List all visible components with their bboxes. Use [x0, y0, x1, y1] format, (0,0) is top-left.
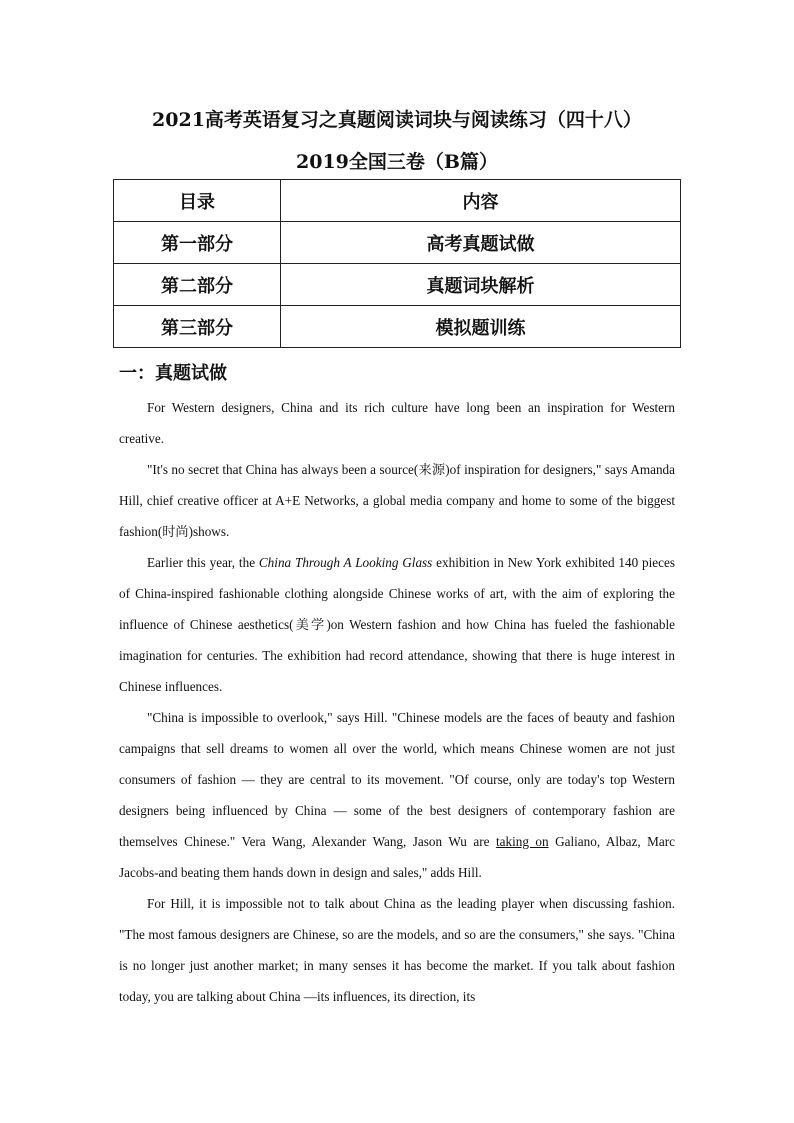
paragraph: For Hill, it is impossible not to talk about China as the leading player when discussing fashion. "The most famous designers are Chinese, so are the models, and so are the consumers," she says. "China is no longer just another market; in many senses it has become the market. If you talk about fashion today, you are talking about China —its influences, its direction, its — [119, 896, 675, 1004]
contents-table — [113, 179, 681, 348]
paragraph — [119, 547, 675, 702]
table-row — [114, 222, 681, 264]
document-subtitle: 2019全国三卷（B篇） — [296, 151, 498, 173]
table-cell: 高考真题试做 — [281, 222, 681, 264]
table-row — [114, 264, 681, 306]
table-header-cell: 目录 — [114, 180, 281, 222]
table-cell: 第二部分 — [114, 264, 281, 306]
paragraph-text: exhibition in New York exhibited 140 pieces of China-inspired fashionable clothing alongside Chinese works of art, with the aim of exploring the influence of Chinese aesthetics(美学)on Western fashion and how China has fueled the fashionable imagination for centuries. The exhibition had record attendance, showing that there is huge interest in Chinese influences. — [119, 555, 675, 694]
table-cell: 第一部分 — [114, 222, 281, 264]
underlined-phrase: taking on — [495, 834, 549, 849]
table-row — [114, 306, 681, 348]
table-header-row — [114, 180, 681, 222]
paragraph: For Western designers, China and its rich culture have long been an inspiration for Western creative. — [119, 400, 675, 446]
exhibition-name: China Through A Looking Glass — [258, 555, 433, 570]
section-heading: 一：真题试做 — [119, 363, 227, 384]
paragraph: "It's no secret that China has always been a source(来源)of inspiration for designers," says Amanda Hill, chief creative officer at A+E Networks, a global media company and home to some of the biggest fashion(时尚)shows. — [119, 462, 675, 539]
paragraph-text: Earlier this year, the — [147, 555, 259, 570]
paragraph-text: Galiano, Albaz, Marc Jacobs-and beating them hands down in design and sales," adds Hill. — [119, 834, 675, 880]
document-title: 2021高考英语复习之真题阅读词块与阅读练习（四十八） — [152, 109, 642, 131]
table-cell: 真题词块解析 — [281, 264, 681, 306]
table-cell: 模拟题训练 — [281, 306, 681, 348]
paragraph-text: "China is impossible to overlook," says Hill. "Chinese models are the faces of beauty and fashion campaigns that sell dreams to women all over the world, which means Chinese women are not just consumers of fashion — they are central to its movement. "Of course, only are today's top Western designers being influenced by China — some of the best designers of contemporary fashion are themselves Chinese." Vera Wang, Alexander Wang, Jason Wu are — [119, 710, 675, 849]
paragraph — [119, 702, 675, 888]
table-cell: 第三部分 — [114, 306, 281, 348]
table-header-cell: 内容 — [281, 180, 681, 222]
passage-body — [119, 392, 675, 1012]
